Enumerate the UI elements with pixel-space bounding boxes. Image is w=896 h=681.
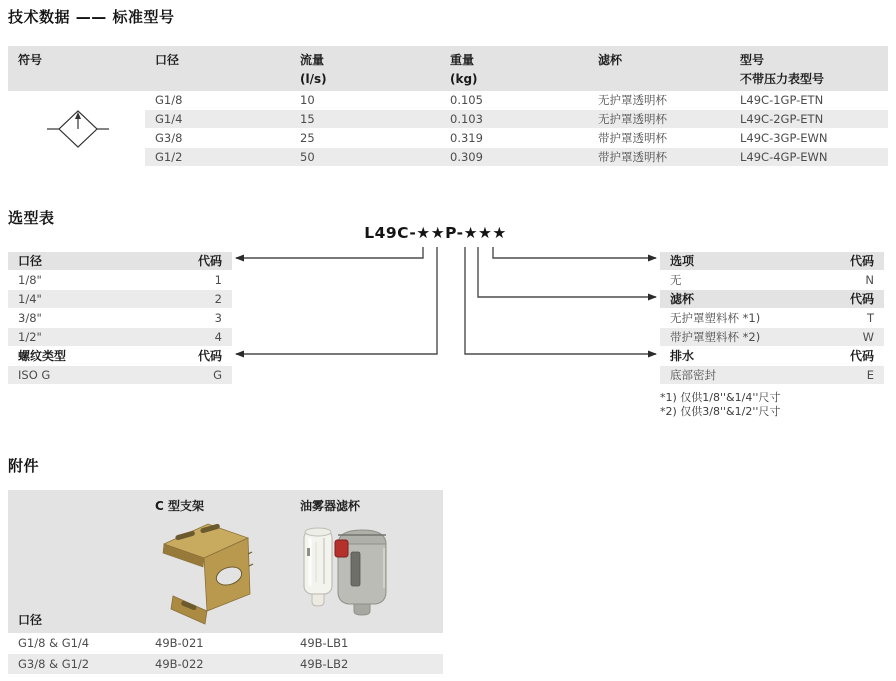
table-row: G3/8 & G1/2 49B-022 49B-LB2 [8, 654, 443, 675]
col-symbol: 符号 [18, 53, 43, 67]
selection-row-header: 螺纹类型 代码 [8, 347, 232, 366]
bowl-column-header: 油雾器滤杯 [300, 499, 361, 513]
selection-row: 3/8" 3 [8, 309, 232, 328]
tech-table [8, 46, 888, 167]
filter-symbol-icon [46, 106, 110, 152]
c-bracket-image [148, 514, 268, 626]
tech-table-body [8, 91, 888, 167]
selection-row: 底部密封 E [660, 366, 884, 385]
accessories-section-title: 附件 [8, 457, 40, 475]
selection-table-right [660, 252, 884, 385]
accessories-header-block [8, 490, 443, 633]
selection-section-title: 选型表 [8, 209, 55, 227]
selection-row: ISO G G [8, 366, 232, 385]
table-row: G1/2 50 0.309 带护罩透明杯 L49C-4GP-EWN [8, 148, 888, 167]
selection-row: 1/8" 1 [8, 271, 232, 290]
selection-row: 1/4" 2 [8, 290, 232, 309]
footnote-2: *2) 仅供3/8''&1/2''尺寸 [660, 405, 781, 418]
lubricator-bowls-image [294, 522, 398, 618]
col-port: 口径 [155, 53, 180, 67]
bracket-column-header: C 型支架 [155, 499, 204, 513]
table-row: G3/8 25 0.319 带护罩透明杯 L49C-3GP-EWN [8, 129, 888, 148]
selection-row: 带护罩塑料杯 *2) W [660, 328, 884, 347]
symbol-cell [8, 91, 145, 167]
tech-table-header [8, 46, 888, 91]
col-weight: 重量 (kg) [450, 53, 478, 86]
col-flow: 流量 (l/s) [300, 53, 327, 86]
order-code: L49C-★★P-★★★ [364, 224, 507, 242]
col-model: 型号 不带压力表型号 [740, 53, 825, 86]
tech-section-title: 技术数据 —— 标准型号 [8, 8, 175, 26]
accessories-rows [8, 633, 443, 675]
selection-row-header: 选项 代码 [660, 252, 884, 271]
selection-row: 1/2" 4 [8, 328, 232, 347]
selection-row: 无 N [660, 271, 884, 290]
selection-row: 无护罩塑料杯 *1) T [660, 309, 884, 328]
footnote-1: *1) 仅供1/8''&1/4''尺寸 [660, 391, 781, 404]
table-row: G1/8 10 0.105 无护罩透明杯 L49C-1GP-ETN [8, 91, 888, 110]
selection-row-header: 滤杯 代码 [660, 290, 884, 309]
table-row: G1/4 15 0.103 无护罩透明杯 L49C-2GP-ETN [8, 110, 888, 129]
selection-table-left [8, 252, 232, 385]
accessories-port-header: 口径 [18, 613, 43, 627]
selection-row-header: 排水 代码 [660, 347, 884, 366]
selection-row-header: 口径 代码 [8, 252, 232, 271]
col-bowl: 滤杯 [598, 53, 623, 67]
table-row: G1/8 & G1/4 49B-021 49B-LB1 [8, 633, 443, 654]
